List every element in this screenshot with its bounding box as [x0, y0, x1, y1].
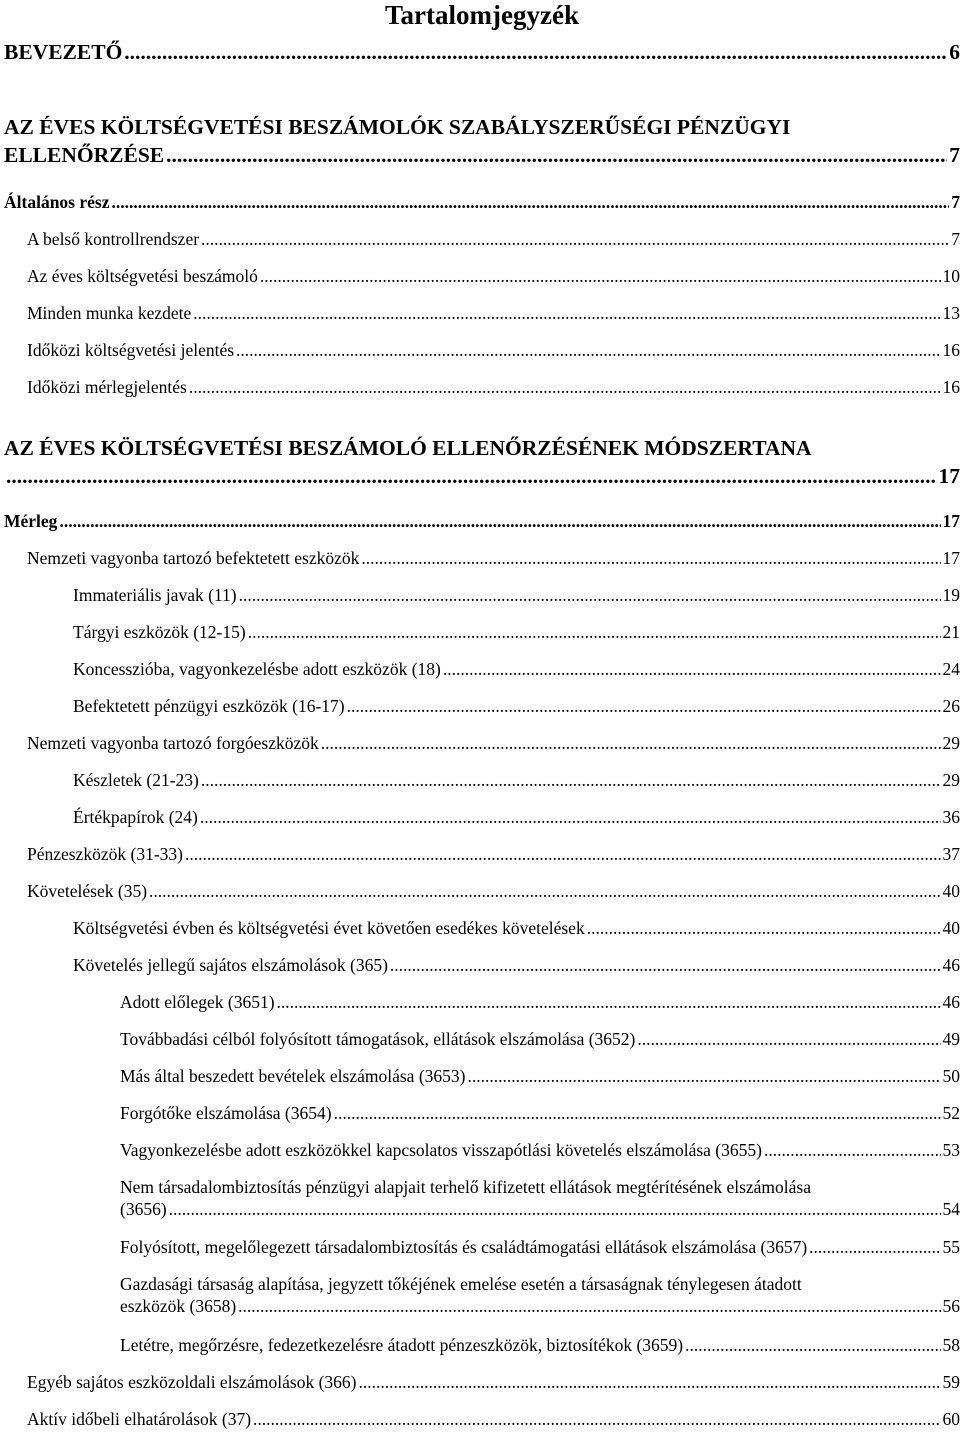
dot-leader [334, 1102, 941, 1124]
toc-entry-text: Folyósított, megelőlegezett társadalombiztosítás és családtámogatási ellátások elszámolása (3657) [120, 1237, 808, 1257]
toc-entry-text: A belső kontrollrendszer [27, 229, 200, 249]
toc-entry[interactable] [50, 621, 960, 643]
toc-entry-text: Tárgyi eszközök (12-15) [73, 622, 246, 642]
toc-entry-text: Mérleg [4, 511, 58, 531]
toc-page-number: 17 [942, 511, 960, 531]
toc-page-number: 16 [942, 377, 960, 397]
toc-entry-text: Továbbadási célból folyósított támogatások, ellátások elszámolása (3652) [120, 1029, 636, 1049]
toc-page-number: 54 [942, 1199, 960, 1219]
toc-page-number: 7 [951, 192, 960, 212]
toc-entry[interactable] [4, 510, 960, 532]
toc-page-number: 56 [942, 1296, 960, 1316]
toc-entry[interactable] [74, 1028, 960, 1050]
toc-entry-text: Nemzeti vagyonba tartozó befektetett eszközök [27, 548, 360, 568]
toc-entry[interactable] [74, 1236, 960, 1258]
page-title: Tartalomjegyzék [385, 0, 579, 30]
toc-entry-text: Letétre, megőrzésre, fedezetkezelésre átadott pénzeszközök, biztosítékok (3659) [120, 1335, 684, 1355]
toc-entry-text: AZ ÉVES KÖLTSÉGVETÉSI BESZÁMOLÓ ELLENŐRZÉSÉNEK MÓDSZERTANA [4, 436, 812, 460]
toc-entry[interactable] [74, 1334, 960, 1356]
dot-leader [809, 1236, 940, 1258]
toc-page-number: 21 [942, 622, 960, 642]
toc-entry-text: Nemzeti vagyonba tartozó forgóeszközök [27, 733, 319, 753]
toc-page-number: 40 [942, 918, 960, 938]
toc-entry-text: Aktív időbeli elhatárolások (37) [27, 1409, 252, 1429]
dot-leader [200, 806, 941, 828]
toc-page-number: 6 [949, 40, 960, 64]
dot-leader [149, 880, 940, 902]
toc-entry[interactable] [27, 1408, 960, 1430]
toc-entry-text: Adott előlegek (3651) [120, 992, 275, 1012]
toc-entry[interactable] [27, 880, 960, 902]
toc-entry-text: Immateriális javak (11) [73, 585, 237, 605]
toc-entry[interactable] [74, 991, 960, 1013]
dot-leader [253, 1408, 940, 1430]
toc-page-number: 55 [942, 1237, 960, 1257]
toc-entry[interactable] [27, 376, 960, 398]
toc-page-number: 49 [942, 1029, 960, 1049]
dot-leader [347, 695, 941, 717]
toc-entry[interactable] [4, 38, 960, 66]
toc-page-number: 46 [942, 955, 960, 975]
dot-leader [59, 510, 940, 532]
toc-entry-text: Egyéb sajátos eszközoldali elszámolások (366) [27, 1372, 357, 1392]
dot-leader [361, 547, 940, 569]
toc-entry-text-continued: eszközök (3658) [120, 1296, 237, 1316]
toc-entry-text: Készletek (21-23) [73, 770, 199, 790]
toc-page-number: 16 [942, 340, 960, 360]
toc-entry[interactable] [50, 584, 960, 606]
toc-entry-text-continued: (3656) [120, 1199, 167, 1219]
toc-entry[interactable] [4, 191, 960, 213]
toc-entry[interactable] [4, 434, 960, 490]
dot-leader [201, 228, 949, 250]
toc-entry[interactable] [74, 1176, 960, 1220]
toc-page-number: 24 [942, 659, 960, 679]
toc-page-number: 7 [949, 143, 960, 167]
toc-page-number: 36 [942, 807, 960, 827]
toc-page-number: 53 [942, 1140, 960, 1160]
toc-entry-text: Más által beszedett bevételek elszámolása (3653) [120, 1066, 466, 1086]
toc-entry[interactable] [4, 113, 960, 169]
toc-page-number: 58 [942, 1335, 960, 1355]
toc-entry-text: Befektetett pénzügyi eszközök (16-17) [73, 696, 345, 716]
toc-entry-text: Gazdasági társaság alapítása, jegyzett tőkéjének emelése esetén a társaságnak ténylegesen átadott [120, 1274, 802, 1294]
dot-leader [124, 38, 947, 66]
toc-entry-text: Időközi mérlegjelentés [27, 377, 187, 397]
dot-leader [236, 339, 940, 361]
dot-leader [189, 376, 941, 398]
dot-leader [443, 658, 941, 680]
toc-entry[interactable] [27, 843, 960, 865]
toc-entry-text: Pénzeszközök (31-33) [27, 844, 183, 864]
toc-entry[interactable] [27, 339, 960, 361]
toc-entry-text: Időközi költségvetési jelentés [27, 340, 235, 360]
toc-page-number: 7 [951, 229, 960, 249]
dot-leader [193, 302, 940, 324]
toc-entry-text: Követelések (35) [27, 881, 148, 901]
dot-leader [321, 732, 941, 754]
toc-page-number: 17 [938, 464, 960, 488]
dot-leader [277, 991, 941, 1013]
dot-leader [685, 1334, 940, 1356]
toc-entry[interactable] [27, 732, 960, 754]
toc-page-number: 60 [942, 1409, 960, 1429]
toc-page-number: 29 [942, 733, 960, 753]
toc-page-number: 13 [942, 303, 960, 323]
toc-entry[interactable] [74, 1102, 960, 1124]
toc-entry[interactable] [50, 769, 960, 791]
dot-leader [239, 584, 941, 606]
toc-entry[interactable] [50, 695, 960, 717]
dot-leader [587, 917, 941, 939]
toc-page-number: 26 [942, 696, 960, 716]
toc-entry-text: Forgótőke elszámolása (3654) [120, 1103, 332, 1123]
dot-leader [166, 141, 947, 169]
toc-entry[interactable] [74, 1065, 960, 1087]
toc-entry[interactable] [50, 954, 960, 976]
toc-entry[interactable] [50, 917, 960, 939]
toc-page-number: 52 [942, 1103, 960, 1123]
toc-entry-text: Nem társadalombiztosítás pénzügyi alapjait terhelő kifizetett ellátások megtérítésének elszámolása [120, 1177, 811, 1197]
dot-leader [637, 1028, 940, 1050]
toc-page-number: 40 [942, 881, 960, 901]
dot-leader [201, 769, 941, 791]
dot-leader [169, 1198, 941, 1220]
dot-leader [185, 843, 941, 865]
toc-entry-text: Követelés jellegű sajátos elszámolások (365) [73, 955, 388, 975]
toc-entry[interactable] [74, 1139, 960, 1161]
toc-entry-text: Minden munka kezdete [27, 303, 192, 323]
dot-leader [260, 265, 941, 287]
toc-page-number: 37 [942, 844, 960, 864]
toc-page-number: 10 [942, 266, 960, 286]
toc-entry-text: BEVEZETŐ [4, 40, 123, 64]
toc-page-number: 50 [942, 1066, 960, 1086]
toc-entry-text: Vagyonkezelésbe adott eszközökkel kapcsolatos visszapótlási követelés elszámolása (3655) [120, 1140, 762, 1160]
toc-page-number: 17 [942, 548, 960, 568]
dot-leader [390, 954, 941, 976]
toc-entry[interactable] [27, 228, 960, 250]
toc-entry-text: Általános rész [4, 192, 110, 212]
toc-page-number: 19 [942, 585, 960, 605]
dot-leader [358, 1371, 940, 1393]
dot-leader [238, 1295, 940, 1317]
toc-entry-text: Az éves költségvetési beszámoló [27, 266, 258, 286]
dot-leader [764, 1139, 941, 1161]
toc-entry[interactable] [27, 265, 960, 287]
toc-page-number: 46 [942, 992, 960, 1012]
toc-entry[interactable] [74, 1273, 960, 1317]
toc-entry[interactable] [27, 547, 960, 569]
toc-entry-text: Költségvetési évben és költségvetési évet követően esedékes követelések [73, 918, 585, 938]
toc-entry[interactable] [50, 658, 960, 680]
toc-entry-text-continued: ELLENŐRZÉSE [4, 143, 165, 167]
toc-entry-text: Koncesszióba, vagyonkezelésbe adott eszközök (18) [73, 659, 441, 679]
dot-leader [467, 1065, 940, 1087]
toc-entry-text: AZ ÉVES KÖLTSÉGVETÉSI BESZÁMOLÓK SZABÁLYSZERŰSÉGI PÉNZÜGYI [4, 115, 791, 139]
dot-leader [111, 191, 949, 213]
dot-leader [248, 621, 941, 643]
toc-entry[interactable] [27, 1371, 960, 1393]
toc-entry[interactable] [27, 302, 960, 324]
dot-leader [6, 462, 937, 490]
toc-page-number: 29 [942, 770, 960, 790]
toc-entry-text: Értékpapírok (24) [73, 807, 198, 827]
toc-page-number: 59 [942, 1372, 960, 1392]
toc-entry[interactable] [50, 806, 960, 828]
